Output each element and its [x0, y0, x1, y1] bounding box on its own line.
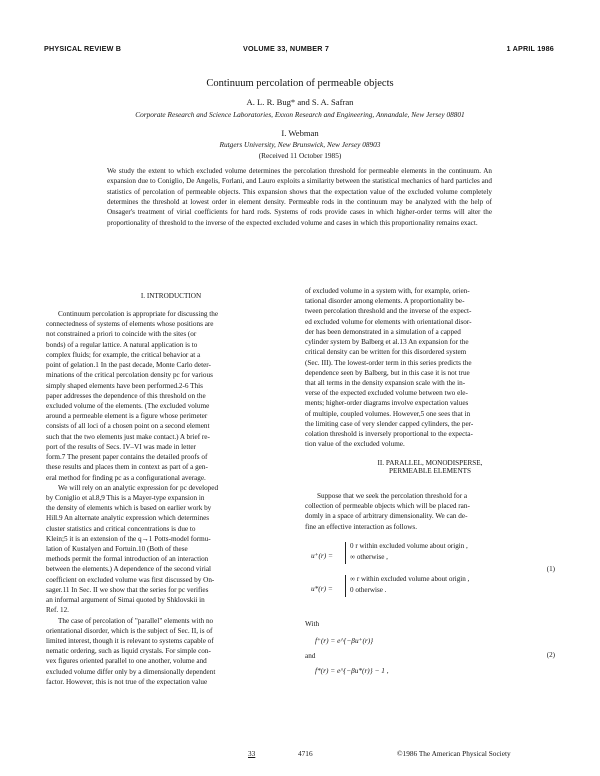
text-line: The case of percolation of "parallel" elements with no — [58, 616, 214, 625]
journal-name: PHYSICAL REVIEW B — [44, 44, 122, 53]
text-line: vex figures oriented parallel to one another, volume and — [46, 657, 207, 666]
eq1-lhs-star: u*(r) = — [311, 584, 333, 593]
text-line: form.7 The present paper contains the detailed proofs of — [46, 453, 208, 462]
text-line: simply shaped elements have been performed.2-6 This — [46, 381, 203, 390]
and-text: and — [305, 652, 316, 660]
text-line: orientational disorder, which is the subject of Sec. II, is of — [46, 626, 213, 635]
text-line: domly in a space of arbitrary dimensionality. We can de- — [305, 512, 468, 521]
text-line: Ref. 12. — [46, 606, 69, 615]
intro-paragraph-2 — [46, 483, 296, 616]
text-line: (Sec. III). The lowest-order term in this series predicts the — [305, 358, 472, 367]
right-column — [305, 286, 555, 450]
text-line: factor. However, this is not true of the expectation value — [46, 677, 208, 686]
text-line: not constrained a priori to coincide with the sites (or — [46, 330, 197, 339]
text-line: limited interest, though it is relevant to systems capable of — [46, 637, 214, 645]
text-line: paper addresses the dependence of this threshold on the — [46, 391, 206, 400]
text-line: der has been demonstrated in a simulation of a capped — [305, 327, 461, 336]
text-line: the density of elements which is based on earlier work by — [46, 504, 212, 513]
intro-paragraph-3 — [46, 616, 296, 688]
text-line: Suppose that we seek the percolation threshold for a — [317, 492, 468, 500]
affiliation-rutgers: Rutgers University, New Brunswick, New Jersey 08903 — [219, 140, 381, 149]
text-line: cluster statistics and critical concentrations is due to — [46, 524, 196, 533]
text-line: coefficient on excluded volume was first discussed by On- — [46, 575, 215, 584]
eq1-row-a2: ∞ otherwise , — [350, 553, 388, 561]
volume-number: VOLUME 33, NUMBER 7 — [243, 44, 330, 53]
left-column — [46, 309, 296, 687]
section2-heading-line2: PERMEABLE ELEMENTS — [388, 467, 472, 475]
text-line: verse of the expected excluded volume between two ele- — [305, 389, 468, 398]
abstract: We study the extent to which excluded volume determines the percolation threshold for permeable elements in the continuum. An expansion due to Coniglio, De Angelis, Forlani, and Lauro exploits a similarity between the statistical mechanics of hard particles and statistics of percolation of permeable objects. This expansion shows that the expectation value of the excluded volume completely determines the threshold at lowest order in element density. Permeable rods in the continuum may be analyzed with the help of Onsager's treatment of virial coefficients for hard rods. Systems of rods provide cases in which higher-order terms will alter the proportionality of threshold to the inverse of the expected excluded volume and cases in which this proportionality remains exact. — [107, 167, 492, 227]
text-line: that all terms in the density expansion scale with the in- — [305, 378, 466, 387]
author-webman: I. Webman — [281, 128, 319, 138]
eq2-fplus: f⁺(r) = e^{−βu⁺(r)} — [315, 636, 374, 645]
text-line: minations of the critical percolation density pc for various — [46, 371, 213, 380]
text-line: these results and places them in context as part of a gen- — [46, 463, 208, 472]
text-line: tween percolation threshold and the inverse of the expect- — [305, 307, 472, 316]
text-line: such that the two elements just make contact.) A brief re- — [46, 432, 210, 441]
text-line: bonds) of a regular lattice. A natural application is to — [46, 340, 198, 349]
intro-paragraph-4 — [305, 286, 555, 450]
text-line: cylinder system by Balberg et al.13 An expansion for the — [305, 338, 469, 347]
text-line: Hill.9 An alternate analytic expression which determines — [46, 514, 210, 523]
text-line: around a permeable element is a figure whose perimeter — [46, 412, 208, 421]
section2-heading-line1: II. PARALLEL, MONODISPERSE, — [377, 459, 483, 467]
text-line: critical density can be written for this disordered system — [305, 348, 467, 357]
eq1-brace-a — [345, 542, 346, 564]
text-line: complex fluids; for example, the critical behavior at a — [46, 350, 201, 359]
text-line: ments; higher-order diagrams involve expectation values — [305, 399, 469, 408]
eq1-number: (1) — [546, 565, 555, 573]
text-line: the limiting case of very slender capped cylinders, the per- — [305, 419, 474, 428]
text-line: Klein;5 it is an extension of the q→1 Potts-model formu- — [46, 534, 211, 543]
text-line: tational disorder among elements. A proportionality be- — [305, 297, 465, 306]
text-line: between the elements.) A dependence of the second virial — [46, 565, 212, 574]
affiliation-exxon: Corporate Research and Science Laboratories, Exxon Research and Engineering, Annandale, New Jersey 08801 — [135, 110, 465, 119]
eq2-number: (2) — [546, 651, 555, 659]
issue-date: 1 APRIL 1986 — [506, 44, 554, 53]
text-line: collection of permeable objects which will be placed ran- — [305, 502, 470, 511]
section2-paragraph-1 — [305, 491, 555, 532]
text-line: fine an effective interaction as follows. — [305, 522, 418, 531]
section2-body — [305, 491, 555, 532]
text-line: of multiple, coupled volumes. However,5 one sees that in — [305, 409, 471, 418]
text-line: point of gelation.1 In the past decade, Monte Carlo deter- — [46, 361, 211, 370]
text-line: dependence seen by Balberg, but in this case it is not true — [305, 368, 470, 377]
text-line: eral method for finding pc as a configurational average. — [46, 473, 206, 482]
text-line: excluded volume of the elements. (The excluded volume — [46, 401, 210, 410]
eq1-row-a1: 0 r within excluded volume about origin , — [350, 542, 468, 550]
text-line: tion value of the excluded volume. — [305, 440, 405, 449]
text-line: excluded volume differ only by a dimensionally dependent — [46, 667, 216, 676]
received-date: (Received 11 October 1985) — [258, 151, 342, 160]
text-line: port of the results of Secs. IV–VI was made in letter — [46, 442, 196, 451]
equation-1 — [305, 540, 555, 610]
eq1-lhs-plus: u⁺(r) = — [311, 551, 333, 560]
section-heading-parallel — [305, 459, 555, 475]
text-line: colation threshold is inversely proportional to the expecta- — [305, 430, 473, 439]
eq2-fstar: f*(r) = e^{−βu*(r)} − 1 , — [315, 666, 389, 675]
text-line: of excluded volume in a system with, for example, orien- — [305, 287, 470, 295]
paper-title: Continuum percolation of permeable objects — [206, 78, 394, 89]
text-line: by Coniglio et al.8,9 This is a Mayer-type expansion in — [46, 493, 205, 502]
page-number: 4716 — [298, 749, 313, 758]
intro-paragraph-1 — [46, 309, 296, 483]
text-line: consists of all loci of a chosen point on a second element — [46, 422, 210, 431]
text-line: Continuum percolation is appropriate for discussing the — [58, 310, 219, 318]
authors-line: A. L. R. Bug* and S. A. Safran — [246, 97, 354, 107]
text-line: ed excluded volume for elements with orientational disor- — [305, 317, 472, 326]
text-line: an informal argument of Simai quoted by Shklovskii in — [46, 596, 205, 605]
text-line: connectedness of systems of elements whose positions are — [46, 320, 214, 329]
text-line: nematic ordering, such as liquid crystals. For simple con- — [46, 647, 211, 656]
text-line: methods permit the formal introduction of an interaction — [46, 555, 209, 564]
eq1-brace-b — [345, 575, 346, 597]
copyright: ©1986 The American Physical Society — [397, 749, 511, 758]
text-line: We will rely on an analytic expression for pc developed — [58, 483, 219, 492]
text-line: lation of Kustalyen and Fortuin.10 (Both of these — [46, 545, 188, 554]
text-line: sager.11 In Sec. II we show that the series for pc verifies — [46, 585, 209, 594]
eq1-row-b2: 0 otherwise . — [350, 586, 387, 594]
eq1-row-b1: ∞ r within excluded volume about origin , — [350, 575, 470, 583]
with-text: With — [305, 620, 320, 628]
footer-volume: 33 — [248, 749, 256, 758]
section-heading-introduction: I. INTRODUCTION — [140, 292, 202, 300]
